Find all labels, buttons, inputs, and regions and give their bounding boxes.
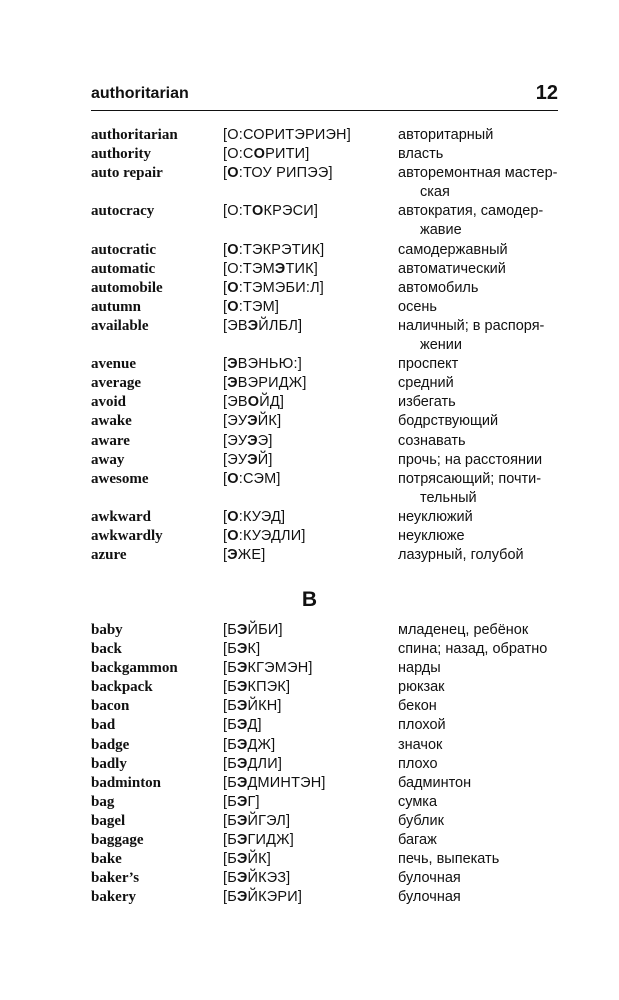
transcription-stress: Э xyxy=(236,889,248,906)
entry-transcription xyxy=(223,145,310,164)
entry-transcription xyxy=(223,279,324,298)
transcription-stress: Э xyxy=(227,356,238,373)
entry-transcription xyxy=(223,202,318,221)
entry-word: automatic xyxy=(91,260,156,277)
transcription-part: КРЭСИ] xyxy=(263,203,319,220)
entry-transcription xyxy=(223,164,333,183)
dictionary-entry xyxy=(91,298,558,317)
transcription-part: :КУЭДЛИ] xyxy=(238,527,306,544)
meaning-line: сознавать xyxy=(398,432,466,449)
meaning-line: бодрствующий xyxy=(398,413,499,430)
entry-word: authority xyxy=(91,146,151,163)
dictionary-entry xyxy=(91,850,558,869)
transcription-part: [Б xyxy=(223,812,237,829)
transcription-part: ВЭРИДЖ] xyxy=(237,375,307,392)
transcription-stress: Э xyxy=(274,260,286,277)
transcription-stress: О xyxy=(247,394,260,411)
transcription-part: Г] xyxy=(247,793,260,810)
dictionary-entry xyxy=(91,317,558,355)
transcription-stress: Э xyxy=(236,622,248,638)
transcription-part: ДЛИ] xyxy=(247,755,283,772)
meaning-line: плохо xyxy=(398,755,438,772)
transcription-part: [Б xyxy=(223,641,237,658)
entry-word: baggage xyxy=(91,832,144,849)
entry-word: backgammon xyxy=(91,660,178,677)
entry-transcription xyxy=(223,241,324,260)
transcription-part: [Б xyxy=(223,717,237,734)
entries-section-a xyxy=(91,126,558,565)
transcription-part: [ xyxy=(223,298,228,315)
transcription-part: [Б xyxy=(223,679,237,696)
transcription-part: [ xyxy=(223,356,228,373)
transcription-part: [Б xyxy=(223,870,237,887)
transcription-part: [Б xyxy=(223,793,237,810)
entry-word: autumn xyxy=(91,298,142,315)
transcription-part: ЙК] xyxy=(247,851,271,868)
entry-meaning xyxy=(398,374,558,393)
transcription-stress: Э xyxy=(227,375,238,392)
meaning-line: власть xyxy=(398,146,444,163)
entry-transcription xyxy=(223,812,290,831)
dictionary-entry xyxy=(91,640,558,659)
entry-transcription xyxy=(223,355,302,374)
entry-word: auto repair xyxy=(91,165,163,182)
transcription-part: [ xyxy=(223,279,228,296)
entry-meaning xyxy=(398,279,558,298)
transcription-part: [Б xyxy=(223,832,237,849)
transcription-stress: Э xyxy=(247,413,258,430)
transcription-part: [ЭУ xyxy=(223,413,248,430)
meaning-line: авторитарный xyxy=(398,127,494,143)
entry-word: awake xyxy=(91,413,132,430)
meaning-line: плохой xyxy=(398,717,446,734)
entry-word: aware xyxy=(91,432,130,449)
meaning-line: избегать xyxy=(398,394,456,411)
entry-transcription xyxy=(223,374,307,393)
entry-meaning xyxy=(398,793,558,812)
transcription-part: ЙГЭЛ] xyxy=(247,812,291,829)
meaning-line: ская xyxy=(420,184,450,201)
transcription-part: [ xyxy=(223,527,228,544)
dictionary-entry xyxy=(91,527,558,546)
meaning-line: багаж xyxy=(398,832,437,849)
meaning-line: жавие xyxy=(420,222,462,239)
dictionary-entry xyxy=(91,260,558,279)
meaning-line: самодержавный xyxy=(398,241,508,258)
entry-word: bag xyxy=(91,793,115,810)
dictionary-entry xyxy=(91,793,558,812)
entry-meaning xyxy=(398,831,558,850)
transcription-stress: Э xyxy=(236,679,248,696)
transcription-part: :КУЭД] xyxy=(238,508,286,525)
transcription-stress: О xyxy=(227,298,239,315)
transcription-stress: О xyxy=(227,527,239,544)
entry-word: autocratic xyxy=(91,241,156,258)
meaning-line: бублик xyxy=(398,812,444,829)
dictionary-entry xyxy=(91,831,558,850)
entry-word: away xyxy=(91,451,125,468)
entry-transcription xyxy=(223,621,283,640)
entry-word: authoritarian xyxy=(91,127,178,143)
entry-transcription xyxy=(223,412,281,431)
meaning-line: осень xyxy=(398,298,437,315)
entry-transcription xyxy=(223,869,290,888)
transcription-part: Д] xyxy=(247,717,262,734)
dictionary-entry xyxy=(91,412,558,431)
entries-section-b xyxy=(91,621,558,907)
dictionary-entry xyxy=(91,716,558,735)
dictionary-entry xyxy=(91,755,558,774)
entry-transcription xyxy=(223,697,282,716)
entry-word: avenue xyxy=(91,356,136,373)
meaning-line: прочь; на расстоянии xyxy=(398,451,543,468)
dictionary-entry xyxy=(91,678,558,697)
transcription-stress: О xyxy=(253,146,266,163)
transcription-stress: Э xyxy=(247,451,258,468)
entry-meaning xyxy=(398,260,558,279)
transcription-part: [О:Т xyxy=(223,203,252,220)
dictionary-entry xyxy=(91,736,558,755)
entry-word: baker’s xyxy=(91,870,140,887)
dictionary-entry xyxy=(91,432,558,451)
transcription-stress: О xyxy=(227,470,239,487)
entry-transcription xyxy=(223,888,302,907)
transcription-part: [Б xyxy=(223,755,237,772)
transcription-part: [ xyxy=(223,508,228,525)
dictionary-entry xyxy=(91,659,558,678)
transcription-part: [ЭУ xyxy=(223,432,248,449)
entry-transcription xyxy=(223,850,271,869)
entry-word: awkward xyxy=(91,508,152,525)
entry-meaning xyxy=(398,432,558,451)
transcription-part: [Б xyxy=(223,736,237,753)
header-head-word: authoritarian xyxy=(91,85,189,102)
transcription-part: ЙК] xyxy=(257,413,282,430)
meaning-line: авторемонтная мастер- xyxy=(398,165,558,182)
transcription-part: [ xyxy=(223,127,228,143)
dictionary-entry xyxy=(91,508,558,527)
entry-meaning xyxy=(398,640,558,659)
transcription-stress: Э xyxy=(227,547,238,564)
meaning-line: значок xyxy=(398,736,443,753)
transcription-part: [ xyxy=(223,375,228,392)
meaning-line: жении xyxy=(420,337,462,354)
entry-word: badminton xyxy=(91,774,162,791)
dictionary-entry xyxy=(91,470,558,508)
transcription-stress: Э xyxy=(236,755,248,772)
transcription-part: [О:ТЭМ xyxy=(223,260,275,277)
transcription-part: :ТОУ РИПЭЭ] xyxy=(238,165,333,182)
entry-transcription xyxy=(223,640,260,659)
entry-word: awesome xyxy=(91,470,149,487)
meaning-line: бадминтон xyxy=(398,774,472,791)
dictionary-entry xyxy=(91,393,558,412)
dictionary-entry xyxy=(91,774,558,793)
transcription-part: [Б xyxy=(223,774,237,791)
transcription-part: ЖЕ] xyxy=(237,547,266,564)
transcription-part: [ xyxy=(223,165,228,182)
entry-transcription xyxy=(223,774,326,793)
transcription-stress: О xyxy=(227,241,239,258)
transcription-part: :ТЭМ] xyxy=(238,298,280,315)
meaning-line: автоматический xyxy=(398,260,506,277)
transcription-part: ЙКЭЗ] xyxy=(247,870,291,887)
transcription-part: ЙЛБЛ] xyxy=(258,317,303,334)
meaning-line: наличный; в распоря- xyxy=(398,317,545,334)
transcription-stress: Э xyxy=(247,317,259,334)
entry-word: available xyxy=(91,317,149,334)
transcription-stress: Э xyxy=(236,698,248,715)
transcription-part: ЙБИ] xyxy=(247,622,283,638)
transcription-stress: Э xyxy=(247,432,258,449)
entry-transcription xyxy=(223,678,290,697)
transcription-part: ЙД] xyxy=(259,394,285,411)
transcription-part: [ЭВ xyxy=(223,394,248,411)
dictionary-entry xyxy=(91,869,558,888)
entry-meaning xyxy=(398,451,558,470)
transcription-part: Й] xyxy=(257,451,273,468)
entry-transcription xyxy=(223,317,302,336)
meaning-line: сумка xyxy=(398,793,438,810)
transcription-part: ТИК] xyxy=(285,260,318,277)
entry-word: bakery xyxy=(91,889,136,906)
entry-meaning xyxy=(398,888,558,907)
transcription-part: [Б xyxy=(223,698,237,715)
entry-meaning xyxy=(398,774,558,793)
entry-transcription xyxy=(223,470,281,489)
entry-meaning xyxy=(398,621,558,640)
entry-transcription xyxy=(223,546,265,565)
page-number: 12 xyxy=(535,82,558,104)
dictionary-entry xyxy=(91,546,558,565)
entry-transcription xyxy=(223,659,313,678)
transcription-part: РИТИ] xyxy=(265,146,310,163)
transcription-stress: Э xyxy=(236,736,248,753)
transcription-stress: Э xyxy=(236,812,248,829)
transcription-part: [ xyxy=(223,547,228,564)
entry-word: bacon xyxy=(91,698,130,715)
entry-word: bake xyxy=(91,851,122,868)
meaning-line: потрясающий; почти- xyxy=(398,470,542,487)
meaning-line: булочная xyxy=(398,889,461,906)
meaning-line: спина; назад, обратно xyxy=(398,641,548,658)
transcription-stress: Э xyxy=(236,717,248,734)
meaning-line: неуклюжий xyxy=(398,508,473,525)
entry-transcription xyxy=(223,831,294,850)
meaning-line: печь, выпекать xyxy=(398,851,500,868)
entry-meaning xyxy=(398,202,558,240)
meaning-line: автократия, самодер- xyxy=(398,203,544,220)
entry-meaning xyxy=(398,869,558,888)
entry-word: bagel xyxy=(91,812,126,829)
dictionary-entry xyxy=(91,202,558,240)
transcription-stress: О xyxy=(227,279,239,296)
entry-meaning xyxy=(398,755,558,774)
entry-word: bad xyxy=(91,717,116,734)
entry-meaning xyxy=(398,736,558,755)
entry-meaning xyxy=(398,850,558,869)
dictionary-entry xyxy=(91,126,558,145)
transcription-part: ГИДЖ] xyxy=(247,832,294,849)
entry-meaning xyxy=(398,812,558,831)
meaning-line: проспект xyxy=(398,356,459,373)
section-letter-b: B xyxy=(301,588,318,611)
meaning-line: младенец, ребёнок xyxy=(398,622,529,638)
transcription-part: ЙКЭРИ] xyxy=(247,889,303,906)
entry-transcription xyxy=(223,451,273,470)
transcription-part: :ТЭКРЭТИК] xyxy=(238,241,325,258)
transcription-part: [ЭВ xyxy=(223,317,248,334)
entry-transcription xyxy=(223,508,285,527)
entry-meaning xyxy=(398,241,558,260)
transcription-stress: Э xyxy=(236,660,248,677)
entry-word: back xyxy=(91,641,122,658)
entry-word: awkwardly xyxy=(91,527,163,544)
transcription-part: :СЭМ] xyxy=(238,470,281,487)
transcription-stress: О xyxy=(252,203,264,220)
dictionary-entry xyxy=(91,164,558,202)
dictionary-entry xyxy=(91,355,558,374)
meaning-line: неуклюже xyxy=(398,527,465,544)
entry-meaning xyxy=(398,697,558,716)
entry-meaning xyxy=(398,355,558,374)
transcription-part: ДМИНТЭН] xyxy=(247,774,326,791)
transcription-part: [Б xyxy=(223,622,237,638)
entry-meaning xyxy=(398,527,558,546)
transcription-part: [ xyxy=(223,470,228,487)
transcription-stress: Э xyxy=(236,851,248,868)
entry-word: backpack xyxy=(91,679,153,696)
entry-transcription xyxy=(223,736,275,755)
dictionary-entry xyxy=(91,374,558,393)
entry-meaning xyxy=(398,412,558,431)
entry-meaning xyxy=(398,659,558,678)
entry-meaning xyxy=(398,678,558,697)
transcription-stress: О xyxy=(227,165,239,182)
entry-transcription xyxy=(223,432,273,451)
dictionary-entry xyxy=(91,697,558,716)
transcription-part: [Б xyxy=(223,660,237,677)
entry-transcription xyxy=(223,793,260,812)
meaning-line: тельный xyxy=(420,489,477,506)
transcription-stress: Э xyxy=(236,641,248,658)
entry-transcription xyxy=(223,755,282,774)
transcription-stress: Э xyxy=(236,870,248,887)
transcription-part: [ xyxy=(223,241,228,258)
entry-word: badge xyxy=(91,736,130,753)
entry-meaning xyxy=(398,126,558,145)
transcription-part: [Б xyxy=(223,889,237,906)
dictionary-entry xyxy=(91,451,558,470)
transcription-part: :ТЭМЭБИ:Л] xyxy=(238,279,325,296)
dictionary-entry xyxy=(91,145,558,164)
transcription-stress: Э xyxy=(236,793,248,810)
transcription-stress: Э xyxy=(236,832,248,849)
entry-transcription xyxy=(223,716,262,735)
transcription-part: КПЭК] xyxy=(247,679,291,696)
entry-meaning xyxy=(398,508,558,527)
meaning-line: автомобиль xyxy=(398,279,479,296)
transcription-part: [ЭУ xyxy=(223,451,248,468)
transcription-part: О:СОРИТЭРИЭН] xyxy=(227,127,351,143)
dictionary-entry xyxy=(91,621,558,640)
transcription-part: ДЖ] xyxy=(247,736,276,753)
entry-word: average xyxy=(91,375,141,392)
dictionary-entry xyxy=(91,888,558,907)
entry-word: badly xyxy=(91,755,127,772)
transcription-part: ВЭНЬЮ:] xyxy=(237,356,302,373)
entry-meaning xyxy=(398,164,558,202)
transcription-part: [Б xyxy=(223,851,237,868)
entry-word: autocracy xyxy=(91,203,155,220)
entry-meaning xyxy=(398,470,558,508)
entry-transcription xyxy=(223,393,284,412)
transcription-part: ЙКН] xyxy=(247,698,282,715)
entry-word: avoid xyxy=(91,394,127,411)
transcription-part: [О:С xyxy=(223,146,254,163)
dictionary-entry xyxy=(91,241,558,260)
entry-transcription xyxy=(223,527,306,546)
transcription-part: Э] xyxy=(257,432,273,449)
dictionary-entry xyxy=(91,279,558,298)
transcription-part: К] xyxy=(247,641,261,658)
transcription-stress: Э xyxy=(236,774,248,791)
meaning-line: рюкзак xyxy=(398,679,445,696)
entry-word: automobile xyxy=(91,279,163,296)
entry-word: azure xyxy=(91,547,127,564)
entry-meaning xyxy=(398,317,558,355)
entry-meaning xyxy=(398,393,558,412)
entry-meaning xyxy=(398,716,558,735)
meaning-line: нарды xyxy=(398,660,441,677)
dictionary-entry xyxy=(91,812,558,831)
meaning-line: бекон xyxy=(398,698,437,715)
transcription-part: КГЭМЭН] xyxy=(247,660,313,677)
entry-meaning xyxy=(398,145,558,164)
entry-transcription xyxy=(223,298,279,317)
entry-meaning xyxy=(398,298,558,317)
entry-transcription xyxy=(223,126,351,145)
running-header xyxy=(91,82,558,111)
meaning-line: булочная xyxy=(398,870,461,887)
meaning-line: средний xyxy=(398,375,454,392)
transcription-stress: О xyxy=(227,508,239,525)
entry-meaning xyxy=(398,546,558,565)
entry-transcription xyxy=(223,260,318,279)
entry-word: baby xyxy=(91,622,123,638)
meaning-line: лазурный, голубой xyxy=(398,547,524,564)
